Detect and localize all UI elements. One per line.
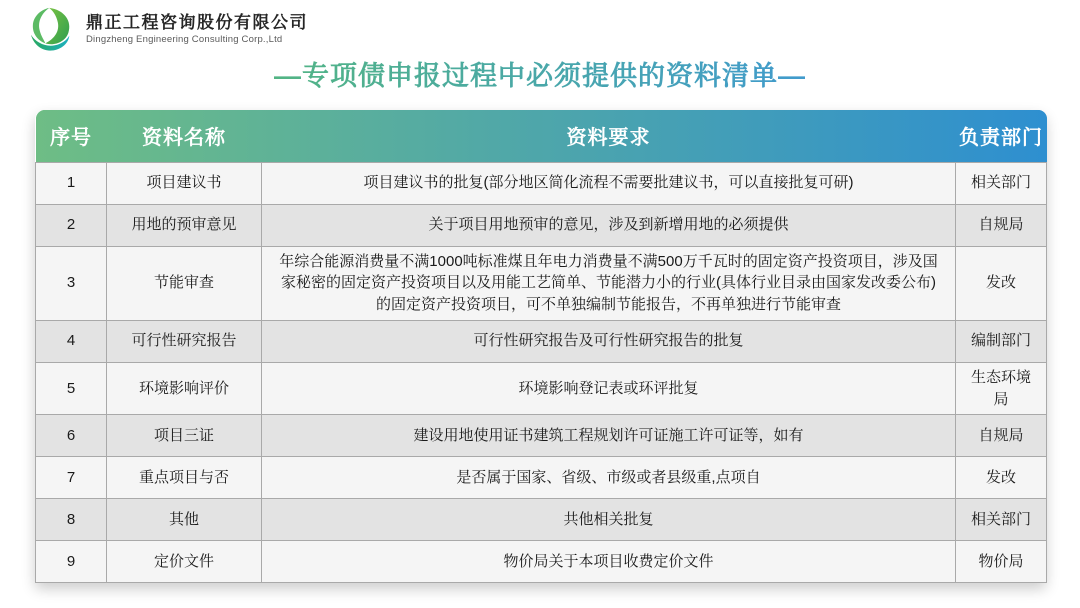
table-row	[36, 162, 1047, 204]
page-title: —专项债申报过程中必须提供的资料清单—	[0, 54, 1080, 93]
materials-table	[35, 110, 1047, 583]
cell-department: 自规局	[956, 204, 1047, 246]
table-row	[36, 457, 1047, 499]
cell-material: 用地的预审意见	[107, 204, 262, 246]
cell-material: 定价文件	[107, 541, 262, 583]
cell-requirement: 项目建议书的批复(部分地区简化流程不需要批建议书，可以直接批复可研)	[262, 162, 956, 204]
header-serial: 序号	[50, 127, 92, 150]
table-row	[36, 246, 1047, 320]
cell-requirement: 建设用地使用证书建筑工程规划许可证施工许可证等，如有	[262, 415, 956, 457]
company-logo	[28, 6, 308, 52]
cell-serial: 5	[36, 362, 107, 415]
cell-serial: 9	[36, 541, 107, 583]
materials-table-container	[35, 110, 1046, 583]
table-row	[36, 362, 1047, 415]
cell-department: 发改	[956, 246, 1047, 320]
cell-department: 相关部门	[956, 162, 1047, 204]
header-department: 负责部门	[959, 127, 1043, 150]
leaf-drop-logo-icon	[28, 6, 78, 52]
company-name-zh: 鼎正工程咨询股份有限公司	[86, 12, 308, 32]
table-row	[36, 204, 1047, 246]
cell-material: 环境影响评价	[107, 362, 262, 415]
cell-serial: 8	[36, 499, 107, 541]
cell-material: 节能审查	[107, 246, 262, 320]
cell-material: 项目建议书	[107, 162, 262, 204]
cell-department: 生态环境局	[956, 362, 1047, 415]
header-material: 资料名称	[142, 127, 226, 150]
cell-requirement: 物价局关于本项目收费定价文件	[262, 541, 956, 583]
cell-material: 可行性研究报告	[107, 320, 262, 362]
cell-serial: 2	[36, 204, 107, 246]
cell-department: 物价局	[956, 541, 1047, 583]
cell-serial: 6	[36, 415, 107, 457]
cell-requirement: 可行性研究报告及可行性研究报告的批复	[262, 320, 956, 362]
header-requirement: 资料要求	[566, 127, 651, 150]
cell-department: 相关部门	[956, 499, 1047, 541]
cell-serial: 3	[36, 246, 107, 320]
cell-department: 发改	[956, 457, 1047, 499]
cell-department: 编制部门	[956, 320, 1047, 362]
cell-serial: 4	[36, 320, 107, 362]
cell-requirement: 年综合能源消费量不满1000吨标准煤且年电力消费量不满500万千瓦时的固定资产投资项目，涉及国家秘密的固定资产投资项目以及用能工艺简单、节能潜力小的行业(具体行业目录由国家发改委公布)的固定资产投资项目，可不单独编制节能报告，不再单独进行节能审查	[262, 246, 956, 320]
table-header-row	[36, 110, 1047, 162]
cell-serial: 7	[36, 457, 107, 499]
cell-requirement: 是否属于国家、省级、市级或者县级重,点项自	[262, 457, 956, 499]
cell-material: 其他	[107, 499, 262, 541]
cell-requirement: 环境影响登记表或环评批复	[262, 362, 956, 415]
cell-requirement: 共他相关批复	[262, 499, 956, 541]
table-row	[36, 499, 1047, 541]
cell-material: 重点项目与否	[107, 457, 262, 499]
cell-material: 项目三证	[107, 415, 262, 457]
table-row	[36, 541, 1047, 583]
cell-requirement: 关于项目用地预审的意见，涉及到新增用地的必须提供	[262, 204, 956, 246]
company-name-en: Dingzheng Engineering Consulting Corp.,Ltd	[86, 34, 283, 46]
cell-serial: 1	[36, 162, 107, 204]
cell-department: 自规局	[956, 415, 1047, 457]
table-row	[36, 320, 1047, 362]
table-row	[36, 415, 1047, 457]
